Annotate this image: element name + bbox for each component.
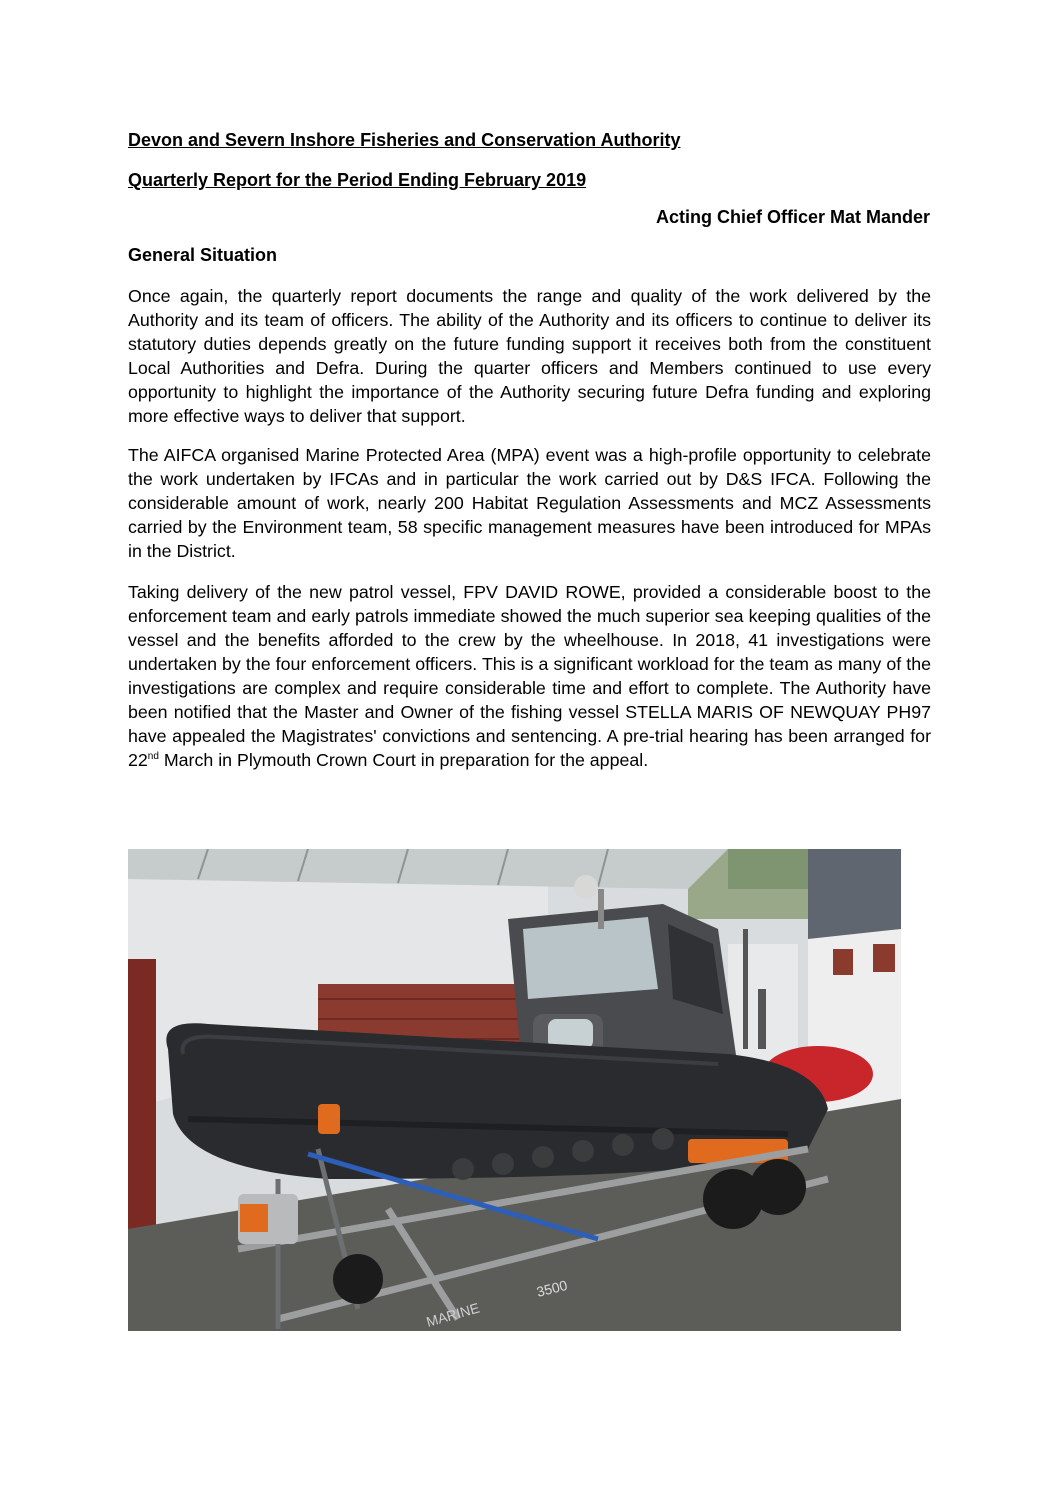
report-title: Quarterly Report for the Period Ending February 2019 <box>128 170 587 190</box>
paragraph-mpa-event: The AIFCA organised Marine Protected Area (MPA) event was a high-profile opportunity to celebrate the work undertaken by IFCAs and in particular the work carried out by D&S IFCA. Following the considerable amount of work, nearly 200 Habitat Regulation Assessments and MCZ Assessments carried by the Environment team, 58 specific management measures have been introduced for MPAs in the District. <box>128 445 931 561</box>
section-title: General Situation <box>128 245 278 265</box>
trailer-capacity-text: 3500 <box>534 1276 569 1300</box>
patrol-vessel-photo <box>128 849 901 1331</box>
paragraph-enforcement <box>128 580 931 772</box>
trailer-brand-text: MARINE <box>424 1299 482 1330</box>
ordinal-suffix: nd <box>147 751 159 763</box>
paragraph-enforcement-text: Taking delivery of the new patrol vessel, FPV DAVID ROWE, provided a considerable boost to the enforcement team and early patrols immediate showed the much superior sea keeping qualities of the vessel and the benefits afforded to the crew by the wheelhouse. In 2018, 41 investigations were undertaken by the four enforcement officers. This is a significant workload for the team as many of the investigations are complex and require considerable time and effort to complete. The Authority have been notified that the Master and Owner of the fishing vessel STELLA MARIS OF NEWQUAY PH97 have appealed the Magistrates' convictions and sentencing. A pre-trial hearing has been arranged for 22 <box>128 582 931 770</box>
author-line: Acting Chief Officer Mat Mander <box>655 207 930 227</box>
organisation-title: Devon and Severn Inshore Fisheries and Conservation Authority <box>128 130 681 150</box>
paragraph-funding: Once again, the quarterly report documents the range and quality of the work delivered by the Authority and its team of officers. The ability of the Authority and its officers to continue to deliver its statutory duties depends greatly on the future funding support it receives both from the constituent Local Authorities and Defra. During the quarter officers and Members continued to use every opportunity to highlight the importance of the Authority securing future Defra funding and exploring more effective ways to deliver that support. <box>128 286 931 426</box>
paragraph-enforcement-tail: March in Plymouth Crown Court in preparation for the appeal. <box>158 750 649 770</box>
